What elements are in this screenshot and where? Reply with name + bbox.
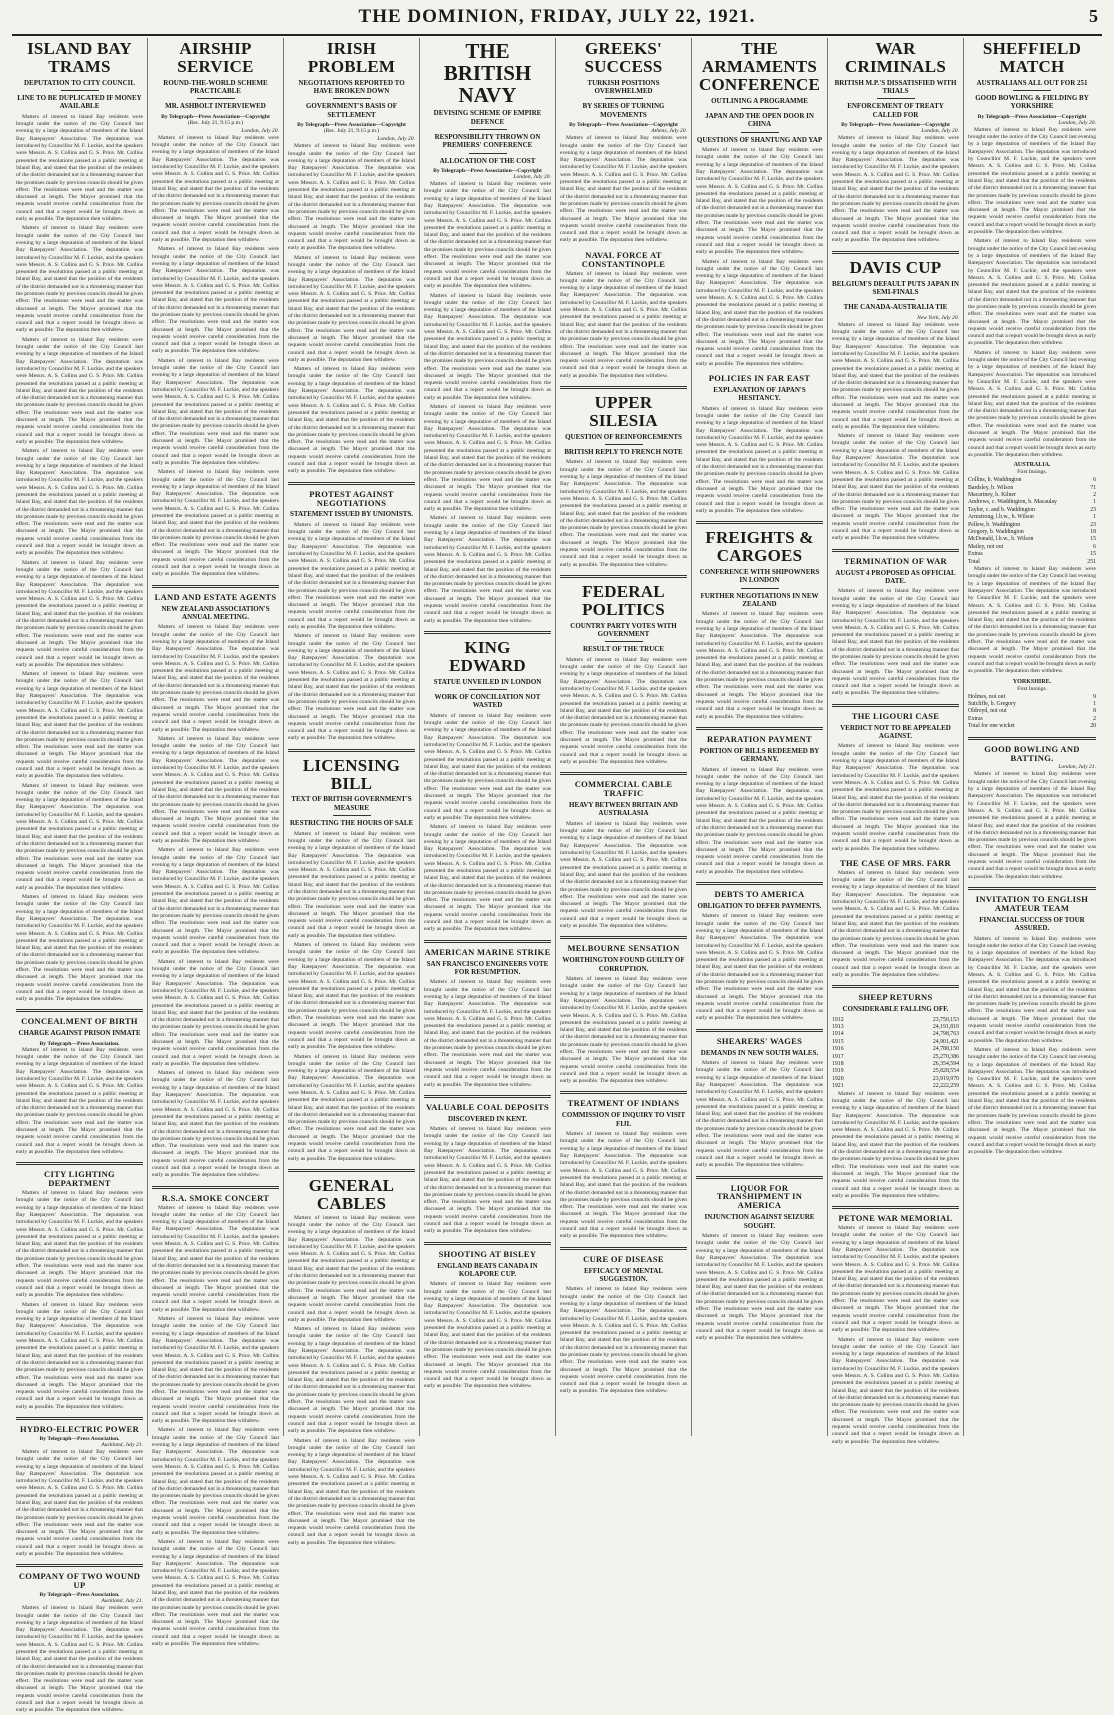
article-reparation-payment: REPARATION PAYMENT PORTION OF BILLS REDEEMED BY GERMANY. Matters of interest to Island Bay residents were brought under the notice of the City Council last evening by a large deputation of members of the Island Bay Ratepayers' Association. The deputation was introduced by Councillor M. F. Luckie, and the speakers were Messrs. A. S. Collins and G. S. Price. Mr. Collins presented the resolutions passed at a public meeting at Island Bay, and stated that the position of the residents of the district demanded not in a threatening manner that the promises made by previous councils should be given effect. The resolutions were read and the matter was discussed at length. The Mayor promised that the requests would receive careful consideration from the council and that a report would be brought down as early as possible. The deputation then withdrew. bbox=[696, 733, 823, 875]
article-termination-war: TERMINATION OF WAR AUGUST 4 PROPOSED AS OFFICIAL DATE. Matters of interest to Island Bay residents were brought under the notice of the City Council last evening by a large deputation of members of the Island Bay Ratepayers' Association. The deputation was introduced by Councillor M. F. Luckie, and the speakers were Messrs. A. S. Collins and G. S. Price. Mr. Collins presented the resolutions passed at a public meeting at Island Bay, and stated that the position of the residents of the district demanded not in a threatening manner that the promises made by previous councils should be given effect. The resolutions were read and the matter was discussed at length. The Mayor promised that the requests would receive careful consideration from the council and that a report would be brought down as early as possible. The deputation then withdrew. bbox=[832, 555, 959, 697]
subheading: BY SERIES OF TURNING MOVEMENTS bbox=[582, 102, 665, 119]
article-petone-memorial: PETONE WAR MEMORIAL Matters of interest to Island Bay residents were brought under the notice of the City Council last evening by a large deputation of members of the Island Bay Ratepayers' Association. The deputation was introduced by Councillor M. F. Luckie, and the speakers were Messrs. A. S. Collins and G. S. Price. Mr. Collins presented the resolutions passed at a public meeting at Island Bay, and stated that the position of the residents of the district demanded not in a threatening manner that the promises made by previous councils should be given effect. The resolutions were read and the matter was discussed at length. The Mayor promised that the requests would receive careful consideration from the council and that a report would be brought down as early as possible. The deputation then withdrew. Matters of interest to Island Bay residents were brought under the notice of the City Council last evening by a large deputation of members of the Island Bay Ratepayers' Association. The deputation was introduced by Councillor M. F. Luckie, and the speakers were Messrs. A. S. Collins and G. S. Price. Mr. Collins presented the resolutions passed at a public meeting at Island Bay, and stated that the position of the residents of the district demanded not in a threatening manner that the promises made by previous councils should be given effect. The resolutions were read and the matter was discussed at length. The Mayor promised that the requests would receive careful consideration from the council and that a report would be brought down as early as possible. The deputation then withdrew. bbox=[832, 1213, 959, 1445]
subheading: RESPONSIBILITY THROWN ON PREMIERS' CONFERENCE bbox=[434, 132, 541, 150]
column-5 bbox=[556, 38, 692, 1436]
article-rsa-smoke-concert: R.S.A. SMOKE CONCERT Matters of interest to Island Bay residents were brought under the notice of the City Council last evening by a large deputation of members of the Island Bay Ratepayers' Association. The deputation was introduced by Councillor M. F. Luckie, and the speakers were Messrs. A. S. Collins and G. S. Price. Mr. Collins presented the resolutions passed at a public meeting at Island Bay, and stated that the position of the residents of the district demanded not in a threatening manner that the promises made by previous councils should be given effect. The resolutions were read and the matter was discussed at length. The Mayor promised that the requests would receive careful consideration from the council and that a report would be brought down as early as possible. The deputation then withdrew. Matters of interest to Island Bay residents were brought under the notice of the City Council last evening by a large deputation of members of the Island Bay Ratepayers' Association. The deputation was introduced by Councillor M. F. Luckie, and the speakers were Messrs. A. S. Collins and G. S. Price. Mr. Collins presented the resolutions passed at a public meeting at Island Bay, and stated that the position of the residents of the district demanded not in a threatening manner that the promises made by previous councils should be given effect. The resolutions were read and the matter was discussed at length. The Mayor promised that the requests would receive careful consideration from the council and that a report would be brought down as early as possible. The deputation then withdrew. Matters of interest to Island Bay residents were brought under the notice of the City Council last evening by a large deputation of members of the Island Bay Ratepayers' Association. The deputation was introduced by Councillor M. F. Luckie, and the speakers were Messrs. A. S. Collins and G. S. Price. Mr. Collins presented the resolutions passed at a public meeting at Island Bay, and stated that the position of the residents of the district demanded not in a threatening manner that the promises made by previous councils should be given effect. The resolutions were read and the matter was discussed at length. The Mayor promised that the requests would receive careful consideration from the council and that a report would be brought down as early as possible. The deputation then withdrew. Matters of interest to Island Bay residents were brought under the notice of the City Council last evening by a large deputation of members of the Island Bay Ratepayers' Association. The deputation was introduced by Councillor M. F. Luckie, and the speakers were Messrs. A. S. Collins and G. S. Price. Mr. Collins presented the resolutions passed at a public meeting at Island Bay, and stated that the position of the residents of the district demanded not in a threatening manner that the promises made by previous councils should be given effect. The resolutions were read and the matter was discussed at length. The Mayor promised that the requests would receive careful consideration from the council and that a report would be brought down as early as possible. The deputation then withdrew. bbox=[152, 1192, 279, 1648]
subheading: CONFERENCE WITH SHIPOWNERS IN LONDON bbox=[699, 567, 820, 585]
headline: COMPANY OF TWO WOUND UP bbox=[18, 1571, 141, 1591]
subheading: ENFORCEMENT OF TREATY CALLED FOR bbox=[847, 102, 944, 119]
column-8 bbox=[964, 38, 1100, 1436]
table-row: 1919 25,828,554 bbox=[832, 1068, 959, 1075]
columns bbox=[12, 38, 1102, 1714]
table-row: Extras 15 bbox=[968, 551, 1096, 558]
headline: PROTEST AGAINST NEGOTIATIONS bbox=[309, 488, 394, 508]
column-7 bbox=[828, 38, 964, 1445]
headline: VALUABLE COAL DEPOSITS bbox=[425, 1101, 550, 1112]
subheading: CHARGE AGAINST PRISON INMATE bbox=[18, 1029, 141, 1038]
subheading: ALLOCATION OF THE COST bbox=[439, 156, 536, 165]
article-airship-service: AIRSHIP SERVICE ROUND-THE-WORLD SCHEME PRACTICABLE MR. ASHBOLT INTERVIEWED By Telegraph—Press Association—Copyright (Rec. July 21, 9.15 p.m.) London, July 20. Matters of interest to Island Bay residents were brought under the notice of the City Council last evening by a large deputation of members of the Island Bay Ratepayers' Association. The deputation was introduced by Councillor M. F. Luckie, and the speakers were Messrs. A. S. Collins and G. S. Price. Mr. Collins presented the resolutions passed at a public meeting at Island Bay, and stated that the position of the residents of the district demanded not in a threatening manner that the promises made by previous councils should be given effect. The resolutions were read and the matter was discussed at length. The Mayor promised that the requests would receive careful consideration from the council and that a report would be brought down as early as possible. The deputation then withdrew. Matters of interest to Island Bay residents were brought under the notice of the City Council last evening by a large deputation of members of the Island Bay Ratepayers' Association. The deputation was introduced by Councillor M. F. Luckie, and the speakers were Messrs. A. S. Collins and G. S. Price. Mr. Collins presented the resolutions passed at a public meeting at Island Bay, and stated that the position of the residents of the district demanded not in a threatening manner that the promises made by previous councils should be given effect. The resolutions were read and the matter was discussed at length. The Mayor promised that the requests would receive careful consideration from the council and that a report would be brought down as early as possible. The deputation then withdrew. Matters of interest to Island Bay residents were brought under the notice of the City Council last evening by a large deputation of members of the Island Bay Ratepayers' Association. The deputation was introduced by Councillor M. F. Luckie, and the speakers were Messrs. A. S. Collins and G. S. Price. Mr. Collins presented the resolutions passed at a public meeting at Island Bay, and stated that the position of the residents of the district demanded not in a threatening manner that the promises made by previous councils should be given effect. The resolutions were read and the matter was discussed at length. The Mayor promised that the requests would receive careful consideration from the council and that a report would be brought down as early as possible. The deputation then withdrew. Matters of interest to Island Bay residents were brought under the notice of the City Council last evening by a large deputation of members of the Island Bay Ratepayers' Association. The deputation was introduced by Councillor M. F. Luckie, and the speakers were Messrs. A. S. Collins and G. S. Price. Mr. Collins presented the resolutions passed at a public meeting at Island Bay, and stated that the position of the residents of the district demanded not in a threatening manner that the promises made by previous councils should be given effect. The resolutions were read and the matter was discussed at length. The Mayor promised that the requests would receive careful consideration from the council and that a report would be brought down as early as possible. The deputation then withdrew. bbox=[152, 39, 279, 578]
subheading: CONSIDERABLE FALLING OFF. bbox=[842, 1005, 949, 1014]
table-row: Pellew, b. Waddington 23 bbox=[968, 521, 1096, 528]
article-good-bowling: GOOD BOWLING AND BATTING. London, July 21. Matters of interest to Island Bay residents were brought under the notice of the City Council last evening by a large deputation of members of the Island Bay Ratepayers' Association. The deputation was introduced by Councillor M. F. Luckie, and the speakers were Messrs. A. S. Collins and G. S. Price. Mr. Collins presented the resolutions passed at a public meeting at Island Bay, and stated that the position of the residents of the district demanded not in a threatening manner that the promises made by previous councils should be given effect. The resolutions were read and the matter was discussed at length. The Mayor promised that the requests would receive careful consideration from the council and that a report would be brought down as early as possible. The deputation then withdrew. bbox=[968, 743, 1096, 880]
table-row: Sutcliffe, b. Gregory 1 bbox=[968, 700, 1096, 707]
subheading: HEAVY BETWEEN BRITAIN AND AUSTRALASIA bbox=[569, 801, 678, 818]
column-3 bbox=[284, 38, 420, 1546]
article-sheffield-match: SHEFFIELD MATCH AUSTRALIANS ALL OUT FOR 251 GOOD BOWLING & FIELDING BY YORKSHIRE By Telegraph—Press Association—Copyright London, July 20. Matters of interest to Island Bay residents were brought under the notice of the City Council last evening by a large deputation of members of the Island Bay Ratepayers' Association. The deputation was introduced by Councillor M. F. Luckie, and the speakers were Messrs. A. S. Collins and G. S. Price. Mr. Collins presented the resolutions passed at a public meeting at Island Bay, and stated that the position of the residents of the district demanded not in a threatening manner that the promises made by previous councils should be given effect. The resolutions were read and the matter was discussed at length. The Mayor promised that the requests would receive careful consideration from the council and that a report would be brought down as early as possible. The deputation then withdrew. Matters of interest to Island Bay residents were brought under the notice of the City Council last evening by a large deputation of members of the Island Bay Ratepayers' Association. The deputation was introduced by Councillor M. F. Luckie, and the speakers were Messrs. A. S. Collins and G. S. Price. Mr. Collins presented the resolutions passed at a public meeting at Island Bay, and stated that the position of the residents of the district demanded not in a threatening manner that the promises made by previous councils should be given effect. The resolutions were read and the matter was discussed at length. The Mayor promised that the requests would receive careful consideration from the council and that a report would be brought down as early as possible. The deputation then withdrew. Matters of interest to Island Bay residents were brought under the notice of the City Council last evening by a large deputation of members of the Island Bay Ratepayers' Association. The deputation was introduced by Councillor M. F. Luckie, and the speakers were Messrs. A. S. Collins and G. S. Price. Mr. Collins presented the resolutions passed at a public meeting at Island Bay, and stated that the position of the residents of the district demanded not in a threatening manner that the promises made by previous councils should be given effect. The resolutions were read and the matter was discussed at length. The Mayor promised that the requests would receive careful consideration from the council and that a report would be brought down as early as possible. The deputation then withdrew. AUSTRALIA. First Innings. Collins, b. Waddington 6 Bardsley, b. Wilson 71 Macartney, b. Kilner 2 Andrews, c. Waddington, b. Macaulay 1 Taylor, c. and b. Waddington 23 Armstrong, l.b.w., b. Wilson 1 Pellew, b. Waddington 23 Gregory, b. Waddington 18 McDonald, l.b.w., b. Wilson 15 Mailey, not out 6 Extras 15 Total 251 Matters of interest to Island Bay residents were brought under the notice of the City Council last evening by a large deputation of members of the Island Bay Ratepayers' Association. The deputation was introduced by Councillor M. F. Luckie, and the speakers were Messrs. A. S. Collins and G. S. Price. Mr. Collins presented the resolutions passed at a public meeting at Island Bay, and stated that the position of the residents of the district demanded not in a threatening manner that the promises made by previous councils should be given effect. The resolutions were read and the matter was discussed at length. The Mayor promised that the requests would receive careful consideration from the council and that a report would be brought down as early as possible. The deputation then withdrew. YORKSHIRE. First Innings. Holmes, not out 9 Sutcliffe, b. Gregory 1 Oldroyd, not out 8 Extras 2 Total for one wicket 20 bbox=[968, 39, 1096, 730]
subheading: ENGLAND BEATS CANADA IN KOLAPORE CUP. bbox=[437, 1261, 538, 1278]
subheading: LINE TO BE DUPLICATED IF MONEY AVAILABLE bbox=[17, 94, 142, 111]
headline: POLICIES IN FAR EAST bbox=[708, 373, 811, 383]
australia-scorecard bbox=[968, 477, 1096, 566]
article-armaments-conference: THE ARMAMENTS CONFERENCE OUTLINING A PROGRAMME JAPAN AND THE OPEN DOOR IN CHINA QUESTIONS OF SHANTUNG AND YAP Matters of interest to Island Bay residents were brought under the notice of the City Council last evening by a large deputation of members of the Island Bay Ratepayers' Association. The deputation was introduced by Councillor M. F. Luckie, and the speakers were Messrs. A. S. Collins and G. S. Price. Mr. Collins presented the resolutions passed at a public meeting at Island Bay, and stated that the position of the residents of the district demanded not in a threatening manner that the promises made by previous councils should be given effect. The resolutions were read and the matter was discussed at length. The Mayor promised that the requests would receive careful consideration from the council and that a report would be brought down as early as possible. The deputation then withdrew. Matters of interest to Island Bay residents were brought under the notice of the City Council last evening by a large deputation of members of the Island Bay Ratepayers' Association. The deputation was introduced by Councillor M. F. Luckie, and the speakers were Messrs. A. S. Collins and G. S. Price. Mr. Collins presented the resolutions passed at a public meeting at Island Bay, and stated that the position of the residents of the district demanded not in a threatening manner that the promises made by previous councils should be given effect. The resolutions were read and the matter was discussed at length. The Mayor promised that the requests would receive careful consideration from the council and that a report would be brought down as early as possible. The deputation then withdrew. bbox=[696, 39, 823, 367]
headline: WAR CRIMINALS bbox=[845, 39, 946, 76]
headline: TERMINATION OF WAR bbox=[843, 555, 947, 566]
headline: GOOD BOWLING AND BATTING. bbox=[984, 743, 1080, 763]
table-row: 1913 24,191,810 bbox=[832, 1024, 959, 1031]
article-licensing-bill: LICENSING BILL TEXT OF BRITISH GOVERNMENT'S MEASURE RESTRICTING THE HOURS OF SALE Matters of interest to Island Bay residents were brought under the notice of the City Council last evening by a large deputation of members of the Island Bay Ratepayers' Association. The deputation was introduced by Councillor M. F. Luckie, and the speakers were Messrs. A. S. Collins and G. S. Price. Mr. Collins presented the resolutions passed at a public meeting at Island Bay, and stated that the position of the residents of the district demanded not in a threatening manner that the promises made by previous councils should be given effect. The resolutions were read and the matter was discussed at length. The Mayor promised that the requests would receive careful consideration from the council and that a report would be brought down as early as possible. The deputation then withdrew. Matters of interest to Island Bay residents were brought under the notice of the City Council last evening by a large deputation of members of the Island Bay Ratepayers' Association. The deputation was introduced by Councillor M. F. Luckie, and the speakers were Messrs. A. S. Collins and G. S. Price. Mr. Collins presented the resolutions passed at a public meeting at Island Bay, and stated that the position of the residents of the district demanded not in a threatening manner that the promises made by previous councils should be given effect. The resolutions were read and the matter was discussed at length. The Mayor promised that the requests would receive careful consideration from the council and that a report would be brought down as early as possible. The deputation then withdrew. Matters of interest to Island Bay residents were brought under the notice of the City Council last evening by a large deputation of members of the Island Bay Ratepayers' Association. The deputation was introduced by Councillor M. F. Luckie, and the speakers were Messrs. A. S. Collins and G. S. Price. Mr. Collins presented the resolutions passed at a public meeting at Island Bay, and stated that the position of the residents of the district demanded not in a threatening manner that the promises made by previous councils should be given effect. The resolutions were read and the matter was discussed at length. The Mayor promised that the requests would receive careful consideration from the council and that a report would be brought down as early as possible. The deputation then withdrew. bbox=[288, 755, 415, 1162]
headline: UPPER SILESIA bbox=[589, 393, 658, 430]
table-row: 1920 23,919,970 bbox=[832, 1075, 959, 1082]
sheep-table bbox=[832, 1017, 959, 1091]
subheading: DEMANDS IN NEW SOUTH WALES. bbox=[700, 1048, 819, 1057]
headline: MELBOURNE SENSATION bbox=[567, 943, 680, 954]
table-row: 1915 24,901,421 bbox=[832, 1038, 959, 1045]
headline: ISLAND BAY TRAMS bbox=[27, 39, 132, 76]
table-row: Extras 2 bbox=[968, 715, 1096, 722]
subheading: BRITISH M.P.'S DISSATISFIED WITH TRIALS bbox=[834, 78, 957, 96]
headline: AIRSHIP SERVICE bbox=[177, 39, 254, 76]
subheading: RESTRICTING THE HOURS OF SALE bbox=[289, 819, 414, 828]
subheading: NEGOTIATIONS REPORTED TO HAVE BROKEN DOWN bbox=[298, 78, 405, 96]
headline: SHEARERS' WAGES bbox=[716, 1035, 803, 1046]
subheading: PORTION OF BILLS REDEEMED BY GERMANY. bbox=[699, 746, 820, 764]
headline: GENERAL CABLES bbox=[308, 1175, 395, 1213]
headline: FREIGHTS & CARGOES bbox=[705, 528, 814, 565]
article-general-cables: GENERAL CABLES Matters of interest to Island Bay residents were brought under the notice of the City Council last evening by a large deputation of members of the Island Bay Ratepayers' Association. The deputation was introduced by Councillor M. F. Luckie, and the speakers were Messrs. A. S. Collins and G. S. Price. Mr. Collins presented the resolutions passed at a public meeting at Island Bay, and stated that the position of the residents of the district demanded not in a threatening manner that the promises made by previous councils should be given effect. The resolutions were read and the matter was discussed at length. The Mayor promised that the requests would receive careful consideration from the council and that a report would be brought down as early as possible. The deputation then withdrew. Matters of interest to Island Bay residents were brought under the notice of the City Council last evening by a large deputation of members of the Island Bay Ratepayers' Association. The deputation was introduced by Councillor M. F. Luckie, and the speakers were Messrs. A. S. Collins and G. S. Price. Mr. Collins presented the resolutions passed at a public meeting at Island Bay, and stated that the position of the residents of the district demanded not in a threatening manner that the promises made by previous councils should be given effect. The resolutions were read and the matter was discussed at length. The Mayor promised that the requests would receive careful consideration from the council and that a report would be brought down as early as possible. The deputation then withdrew. Matters of interest to Island Bay residents were brought under the notice of the City Council last evening by a large deputation of members of the Island Bay Ratepayers' Association. The deputation was introduced by Councillor M. F. Luckie, and the speakers were Messrs. A. S. Collins and G. S. Price. Mr. Collins presented the resolutions passed at a public meeting at Island Bay, and stated that the position of the residents of the district demanded not in a threatening manner that the promises made by previous councils should be given effect. The resolutions were read and the matter was discussed at length. The Mayor promised that the requests would receive careful consideration from the council and that a report would be brought down as early as possible. The deputation then withdrew. bbox=[288, 1175, 415, 1546]
table-row: Mailey, not out 6 bbox=[968, 543, 1096, 550]
article-naval-force: NAVAL FORCE AT CONSTANTINOPLE Matters of interest to Island Bay residents were brought under the notice of the City Council last evening by a large deputation of members of the Island Bay Ratepayers' Association. The deputation was introduced by Councillor M. F. Luckie, and the speakers were Messrs. A. S. Collins and G. S. Price. Mr. Collins presented the resolutions passed at a public meeting at Island Bay, and stated that the position of the residents of the district demanded not in a threatening manner that the promises made by previous councils should be given effect. The resolutions were read and the matter was discussed at length. The Mayor promised that the requests would receive careful consideration from the council and that a report would be brought down as early as possible. The deputation then withdrew. bbox=[560, 249, 687, 379]
subheading: QUESTION OF REINFORCEMENTS bbox=[565, 432, 682, 441]
headline: KING EDWARD bbox=[449, 637, 526, 675]
headline: CONCEALMENT OF BIRTH bbox=[21, 1016, 138, 1027]
column-1 bbox=[12, 38, 148, 1714]
table-row: Holmes, not out 9 bbox=[968, 693, 1096, 700]
article-british-navy: THE BRITISH NAVY DEVISING SCHEME OF EMPIRE DEFENCE RESPONSIBILITY THROWN ON PREMIERS' CONFERENCE ALLOCATION OF THE COST By Telegraph—Press Association—Copyright London, July 20. Matters of interest to Island Bay residents were brought under the notice of the City Council last evening by a large deputation of members of the Island Bay Ratepayers' Association. The deputation was introduced by Councillor M. F. Luckie, and the speakers were Messrs. A. S. Collins and G. S. Price. Mr. Collins presented the resolutions passed at a public meeting at Island Bay, and stated that the position of the residents of the district demanded not in a threatening manner that the promises made by previous councils should be given effect. The resolutions were read and the matter was discussed at length. The Mayor promised that the requests would receive careful consideration from the council and that a report would be brought down as early as possible. The deputation then withdrew. Matters of interest to Island Bay residents were brought under the notice of the City Council last evening by a large deputation of members of the Island Bay Ratepayers' Association. The deputation was introduced by Councillor M. F. Luckie, and the speakers were Messrs. A. S. Collins and G. S. Price. Mr. Collins presented the resolutions passed at a public meeting at Island Bay, and stated that the position of the residents of the district demanded not in a threatening manner that the promises made by previous councils should be given effect. The resolutions were read and the matter was discussed at length. The Mayor promised that the requests would receive careful consideration from the council and that a report would be brought down as early as possible. The deputation then withdrew. Matters of interest to Island Bay residents were brought under the notice of the City Council last evening by a large deputation of members of the Island Bay Ratepayers' Association. The deputation was introduced by Councillor M. F. Luckie, and the speakers were Messrs. A. S. Collins and G. S. Price. Mr. Collins presented the resolutions passed at a public meeting at Island Bay, and stated that the position of the residents of the district demanded not in a threatening manner that the promises made by previous councils should be given effect. The resolutions were read and the matter was discussed at length. The Mayor promised that the requests would receive careful consideration from the council and that a report would be brought down as early as possible. The deputation then withdrew. Matters of interest to Island Bay residents were brought under the notice of the City Council last evening by a large deputation of members of the Island Bay Ratepayers' Association. The deputation was introduced by Councillor M. F. Luckie, and the speakers were Messrs. A. S. Collins and G. S. Price. Mr. Collins presented the resolutions passed at a public meeting at Island Bay, and stated that the position of the residents of the district demanded not in a threatening manner that the promises made by previous councils should be given effect. The resolutions were read and the matter was discussed at length. The Mayor promised that the requests would receive careful consideration from the council and that a report would be brought down as early as possible. The deputation then withdrew. bbox=[424, 39, 551, 624]
subheading: STATEMENT ISSUED BY UNIONISTS. bbox=[289, 510, 414, 519]
page-number: 5 bbox=[1089, 6, 1098, 26]
column-2 bbox=[148, 38, 284, 1648]
subheading: DEPUTATION TO CITY COUNCIL bbox=[23, 78, 136, 87]
subheading: AUSTRALIANS ALL OUT FOR 251 bbox=[976, 78, 1088, 87]
headline: THE ARMAMENTS CONFERENCE bbox=[698, 39, 820, 94]
table-row: Gregory, b. Waddington 18 bbox=[968, 529, 1096, 536]
subheading: ROUND-THE-WORLD SCHEME PRACTICABLE bbox=[163, 78, 268, 96]
headline: PETONE WAR MEMORIAL bbox=[838, 1213, 953, 1224]
subheading: AUGUST 4 PROPOSED AS OFFICIAL DATE. bbox=[835, 568, 956, 585]
subheading: MR. ASHBOLT INTERVIEWED bbox=[165, 102, 266, 111]
headline: AMERICAN MARINE STRIKE bbox=[424, 946, 551, 957]
column-6 bbox=[692, 38, 828, 1436]
article-greeks-success: GREEKS' SUCCESS TURKISH POSITIONS OVERWHELMED BY SERIES OF TURNING MOVEMENTS By Telegraph—Press Association—Copyright Athens, July 20. Matters of interest to Island Bay residents were brought under the notice of the City Council last evening by a large deputation of members of the Island Bay Ratepayers' Association. The deputation was introduced by Councillor M. F. Luckie, and the speakers were Messrs. A. S. Collins and G. S. Price. Mr. Collins presented the resolutions passed at a public meeting at Island Bay, and stated that the position of the residents of the district demanded not in a threatening manner that the promises made by previous councils should be given effect. The resolutions were read and the matter was discussed at length. The Mayor promised that the requests would receive careful consideration from the council and that a report would be brought down as early as possible. The deputation then withdrew. bbox=[560, 39, 687, 244]
headline: LIQUOR FOR TRANSHIPMENT IN AMERICA bbox=[716, 1182, 803, 1211]
article-concealment-of-birth: CONCEALMENT OF BIRTH CHARGE AGAINST PRISON INMATE By Telegraph—Press Association. Matters of interest to Island Bay residents were brought under the notice of the City Council last evening by a large deputation of members of the Island Bay Ratepayers' Association. The deputation was introduced by Councillor M. F. Luckie, and the speakers were Messrs. A. S. Collins and G. S. Price. Mr. Collins presented the resolutions passed at a public meeting at Island Bay, and stated that the position of the residents of the district demanded not in a threatening manner that the promises made by previous councils should be given effect. The resolutions were read and the matter was discussed at length. The Mayor promised that the requests would receive careful consideration from the council and that a report would be brought down as early as possible. The deputation then withdrew. bbox=[16, 1016, 143, 1155]
subheading: JAPAN AND THE OPEN DOOR IN CHINA bbox=[705, 111, 814, 129]
headline: FEDERAL POLITICS bbox=[582, 581, 665, 619]
article-commercial-cable: COMMERCIAL CABLE TRAFFIC HEAVY BETWEEN BRITAIN AND AUSTRALASIA Matters of interest to Island Bay residents were brought under the notice of the City Council last evening by a large deputation of members of the Island Bay Ratepayers' Association. The deputation was introduced by Councillor M. F. Luckie, and the speakers were Messrs. A. S. Collins and G. S. Price. Mr. Collins presented the resolutions passed at a public meeting at Island Bay, and stated that the position of the residents of the district demanded not in a threatening manner that the promises made by previous councils should be given effect. The resolutions were read and the matter was discussed at length. The Mayor promised that the requests would receive careful consideration from the council and that a report would be brought down as early as possible. The deputation then withdrew. bbox=[560, 779, 687, 930]
table-row: Andrews, c. Waddington, b. Macaulay 1 bbox=[968, 499, 1096, 506]
subheading: THE CANADA-AUSTRALIA TIE bbox=[843, 303, 948, 312]
subheading: BRITISH REPLY TO FRENCH NOTE bbox=[564, 448, 683, 457]
headline: IRISH PROBLEM bbox=[307, 39, 396, 76]
headline: GREEKS' SUCCESS bbox=[584, 39, 663, 76]
article-hydro-electric: HYDRO-ELECTRIC POWER By Telegraph—Press Association. Auckland, July 21. Matters of interest to Island Bay residents were brought under the notice of the City Council last evening by a large deputation of members of the Island Bay Ratepayers' Association. The deputation was introduced by Councillor M. F. Luckie, and the speakers were Messrs. A. S. Collins and G. S. Price. Mr. Collins presented the resolutions passed at a public meeting at Island Bay, and stated that the position of the residents of the district demanded not in a threatening manner that the promises made by previous councils should be given effect. The resolutions were read and the matter was discussed at length. The Mayor promised that the requests would receive careful consideration from the council and that a report would be brought down as early as possible. The deputation then withdrew. bbox=[16, 1424, 143, 1558]
subheading: STATUE UNVEILED IN LONDON bbox=[433, 677, 542, 686]
masthead-title: THE DOMINION, FRIDAY, JULY 22, 1921. bbox=[358, 6, 756, 27]
article-marine-strike: AMERICAN MARINE STRIKE SAN FRANCISCO ENGINEERS VOTE FOR RESUMPTION. Matters of interest to Island Bay residents were brought under the notice of the City Council last evening by a large deputation of members of the Island Bay Ratepayers' Association. The deputation was introduced by Councillor M. F. Luckie, and the speakers were Messrs. A. S. Collins and G. S. Price. Mr. Collins presented the resolutions passed at a public meeting at Island Bay, and stated that the position of the residents of the district demanded not in a threatening manner that the promises made by previous councils should be given effect. The resolutions were read and the matter was discussed at length. The Mayor promised that the requests would receive careful consideration from the council and that a report would be brought down as early as possible. The deputation then withdrew. bbox=[424, 946, 551, 1088]
yorkshire-scorecard bbox=[968, 694, 1096, 731]
article-davis-cup: DAVIS CUP BELGIUM'S DEFAULT PUTS JAPAN IN SEMI-FINALS THE CANADA-AUSTRALIA TIE New York, July 20. Matters of interest to Island Bay residents were brought under the notice of the City Council last evening by a large deputation of members of the Island Bay Ratepayers' Association. The deputation was introduced by Councillor M. F. Luckie, and the speakers were Messrs. A. S. Collins and G. S. Price. Mr. Collins presented the resolutions passed at a public meeting at Island Bay, and stated that the position of the residents of the district demanded not in a threatening manner that the promises made by previous councils should be given effect. The resolutions were read and the matter was discussed at length. The Mayor promised that the requests would receive careful consideration from the council and that a report would be brought down as early as possible. The deputation then withdrew. Matters of interest to Island Bay residents were brought under the notice of the City Council last evening by a large deputation of members of the Island Bay Ratepayers' Association. The deputation was introduced by Councillor M. F. Luckie, and the speakers were Messrs. A. S. Collins and G. S. Price. Mr. Collins presented the resolutions passed at a public meeting at Island Bay, and stated that the position of the residents of the district demanded not in a threatening manner that the promises made by previous councils should be given effect. The resolutions were read and the matter was discussed at length. The Mayor promised that the requests would receive careful consideration from the council and that a report would be brought down as early as possible. The deputation then withdrew. bbox=[832, 257, 959, 542]
headline: CITY LIGHTING DEPARTMENT bbox=[44, 1169, 115, 1189]
article-island-bay-trams bbox=[16, 40, 143, 1003]
table-row: Total for one wicket 20 bbox=[968, 723, 1096, 730]
subheading: SAN FRANCISCO ENGINEERS VOTE FOR RESUMPTION. bbox=[426, 959, 549, 976]
subheading: GOVERNMENT'S BASIS OF SETTLEMENT bbox=[305, 102, 398, 119]
headline: THE BRITISH NAVY bbox=[443, 39, 532, 108]
headline: R.S.A. SMOKE CONCERT bbox=[161, 1192, 270, 1203]
article-company-wound-up: COMPANY OF TWO WOUND UP By Telegraph—Press Association. Auckland, July 21. Matters of interest to Island Bay residents were brought under the notice of the City Council last evening by a large deputation of members of the Island Bay Ratepayers' Association. The deputation was introduced by Councillor M. F. Luckie, and the speakers were Messrs. A. S. Collins and G. S. Price. Mr. Collins presented the resolutions passed at a public meeting at Island Bay, and stated that the position of the residents of the district demanded not in a threatening manner that the promises made by previous councils should be given effect. The resolutions were read and the matter was discussed at length. The Mayor promised that the requests would receive careful consideration from the council and that a report would be brought down as early as possible. The deputation then withdrew. bbox=[16, 1571, 143, 1714]
article-protest-negotiations: PROTEST AGAINST NEGOTIATIONS STATEMENT ISSUED BY UNIONISTS. Matters of interest to Island Bay residents were brought under the notice of the City Council last evening by a large deputation of members of the Island Bay Ratepayers' Association. The deputation was introduced by Councillor M. F. Luckie, and the speakers were Messrs. A. S. Collins and G. S. Price. Mr. Collins presented the resolutions passed at a public meeting at Island Bay, and stated that the position of the residents of the district demanded not in a threatening manner that the promises made by previous councils should be given effect. The resolutions were read and the matter was discussed at length. The Mayor promised that the requests would receive careful consideration from the council and that a report would be brought down as early as possible. The deputation then withdrew. Matters of interest to Island Bay residents were brought under the notice of the City Council last evening by a large deputation of members of the Island Bay Ratepayers' Association. The deputation was introduced by Councillor M. F. Luckie, and the speakers were Messrs. A. S. Collins and G. S. Price. Mr. Collins presented the resolutions passed at a public meeting at Island Bay, and stated that the position of the residents of the district demanded not in a threatening manner that the promises made by previous councils should be given effect. The resolutions were read and the matter was discussed at length. The Mayor promised that the requests would receive careful consideration from the council and that a report would be brought down as early as possible. The deputation then withdrew. bbox=[288, 488, 415, 742]
headline: COMMERCIAL CABLE TRAFFIC bbox=[574, 779, 673, 799]
table-row: Bardsley, b. Wilson 71 bbox=[968, 484, 1096, 491]
headline: THE LIGOURI CASE bbox=[851, 710, 940, 721]
headline: INVITATION TO ENGLISH AMATEUR TEAM bbox=[975, 893, 1089, 913]
article-mrs-farr: THE CASE OF MRS. FARR Matters of interest to Island Bay residents were brought under the notice of the City Council last evening by a large deputation of members of the Island Bay Ratepayers' Association. The deputation was introduced by Councillor M. F. Luckie, and the speakers were Messrs. A. S. Collins and G. S. Price. Mr. Collins presented the resolutions passed at a public meeting at Island Bay, and stated that the position of the residents of the district demanded not in a threatening manner that the promises made by previous councils should be given effect. The resolutions were read and the matter was discussed at length. The Mayor promised that the requests would receive careful consideration from the council and that a report would be brought down as early as possible. The deputation then withdrew. bbox=[832, 857, 959, 979]
headline: DEBTS TO AMERICA bbox=[714, 889, 805, 900]
table-row: Armstrong, l.b.w., b. Wilson 1 bbox=[968, 514, 1096, 521]
subheading: TEXT OF BRITISH GOVERNMENT'S MEASURE bbox=[291, 795, 412, 812]
subheading: FURTHER NEGOTIATIONS IN NEW ZEALAND bbox=[700, 591, 819, 609]
table-row: Taylor, c. and b. Waddington 23 bbox=[968, 506, 1096, 513]
table-row: 1912 23,750,153 bbox=[832, 1016, 959, 1023]
article-irish-problem: IRISH PROBLEM NEGOTIATIONS REPORTED TO HAVE BROKEN DOWN GOVERNMENT'S BASIS OF SETTLEMENT By Telegraph—Press Association—Copyright (Rec. July 21, 9.15 p.m.) London, July 20. Matters of interest to Island Bay residents were brought under the notice of the City Council last evening by a large deputation of members of the Island Bay Ratepayers' Association. The deputation was introduced by Councillor M. F. Luckie, and the speakers were Messrs. A. S. Collins and G. S. Price. Mr. Collins presented the resolutions passed at a public meeting at Island Bay, and stated that the position of the residents of the district demanded not in a threatening manner that the promises made by previous councils should be given effect. The resolutions were read and the matter was discussed at length. The Mayor promised that the requests would receive careful consideration from the council and that a report would be brought down as early as possible. The deputation then withdrew. Matters of interest to Island Bay residents were brought under the notice of the City Council last evening by a large deputation of members of the Island Bay Ratepayers' Association. The deputation was introduced by Councillor M. F. Luckie, and the speakers were Messrs. A. S. Collins and G. S. Price. Mr. Collins presented the resolutions passed at a public meeting at Island Bay, and stated that the position of the residents of the district demanded not in a threatening manner that the promises made by previous councils should be given effect. The resolutions were read and the matter was discussed at length. The Mayor promised that the requests would receive careful consideration from the council and that a report would be brought down as early as possible. The deputation then withdrew. Matters of interest to Island Bay residents were brought under the notice of the City Council last evening by a large deputation of members of the Island Bay Ratepayers' Association. The deputation was introduced by Councillor M. F. Luckie, and the speakers were Messrs. A. S. Collins and G. S. Price. Mr. Collins presented the resolutions passed at a public meeting at Island Bay, and stated that the position of the residents of the district demanded not in a threatening manner that the promises made by previous councils should be given effect. The resolutions were read and the matter was discussed at length. The Mayor promised that the requests would receive careful consideration from the council and that a report would be brought down as early as possible. The deputation then withdrew. bbox=[288, 39, 415, 475]
headline: NAVAL FORCE AT CONSTANTINOPLE bbox=[581, 249, 666, 269]
article-federal-politics: FEDERAL POLITICS COUNTRY PARTY VOTES WITH GOVERNMENT RESULT OF THE TRUCE Matters of interest to Island Bay residents were brought under the notice of the City Council last evening by a large deputation of members of the Island Bay Ratepayers' Association. The deputation was introduced by Councillor M. F. Luckie, and the speakers were Messrs. A. S. Collins and G. S. Price. Mr. Collins presented the resolutions passed at a public meeting at Island Bay, and stated that the position of the residents of the district demanded not in a threatening manner that the promises made by previous councils should be given effect. The resolutions were read and the matter was discussed at length. The Mayor promised that the requests would receive careful consideration from the council and that a report would be brought down as early as possible. The deputation then withdrew. bbox=[560, 581, 687, 765]
article-shearers-wages: SHEARERS' WAGES DEMANDS IN NEW SOUTH WALES. Matters of interest to Island Bay residents were brought under the notice of the City Council last evening by a large deputation of members of the Island Bay Ratepayers' Association. The deputation was introduced by Councillor M. F. Luckie, and the speakers were Messrs. A. S. Collins and G. S. Price. Mr. Collins presented the resolutions passed at a public meeting at Island Bay, and stated that the position of the residents of the district demanded not in a threatening manner that the promises made by previous councils should be given effect. The resolutions were read and the matter was discussed at length. The Mayor promised that the requests would receive careful consideration from the council and that a report would be brought down as early as possible. The deputation then withdrew. bbox=[696, 1035, 823, 1169]
table-row: Macartney, b. Kilner 2 bbox=[968, 492, 1096, 499]
subheading: COUNTRY PARTY VOTES WITH GOVERNMENT bbox=[570, 621, 677, 638]
table-row: Collins, b. Waddington 6 bbox=[968, 477, 1096, 484]
headline: SHEFFIELD MATCH bbox=[982, 39, 1082, 76]
headline: HYDRO-ELECTRIC POWER bbox=[19, 1424, 140, 1434]
table-row: Oldroyd, not out 8 bbox=[968, 708, 1096, 715]
column-4 bbox=[420, 38, 556, 1436]
subheading: FINANCIAL SUCCESS OF TOUR ASSURED. bbox=[979, 915, 1085, 933]
article-sheep-returns: SHEEP RETURNS CONSIDERABLE FALLING OFF. 1912 23,750,153 1913 24,191,810 1914 24,798,763 1915 24,901,421 1916 24,788,150 1917 25,270,386 1918 26,354,594 1919 25,828,554 1920 23,919,970 1921 22,222,259 Matters of interest to Island Bay residents were brought under the notice of the City Council last evening by a large deputation of members of the Island Bay Ratepayers' Association. The deputation was introduced by Councillor M. F. Luckie, and the speakers were Messrs. A. S. Collins and G. S. Price. Mr. Collins presented the resolutions passed at a public meeting at Island Bay, and stated that the position of the residents of the district demanded not in a threatening manner that the promises made by previous councils should be given effect. The resolutions were read and the matter was discussed at length. The Mayor promised that the requests would receive careful consideration from the council and that a report would be brought down as early as possible. The deputation then withdrew. bbox=[832, 992, 959, 1199]
headline: SHOOTING AT BISLEY bbox=[438, 1248, 537, 1259]
article-land-estate-agents: LAND AND ESTATE AGENTS NEW ZEALAND ASSOCIATION'S ANNUAL MEETING. Matters of interest to Island Bay residents were brought under the notice of the City Council last evening by a large deputation of members of the Island Bay Ratepayers' Association. The deputation was introduced by Councillor M. F. Luckie, and the speakers were Messrs. A. S. Collins and G. S. Price. Mr. Collins presented the resolutions passed at a public meeting at Island Bay, and stated that the position of the residents of the district demanded not in a threatening manner that the promises made by previous councils should be given effect. The resolutions were read and the matter was discussed at length. The Mayor promised that the requests would receive careful consideration from the council and that a report would be brought down as early as possible. The deputation then withdrew. Matters of interest to Island Bay residents were brought under the notice of the City Council last evening by a large deputation of members of the Island Bay Ratepayers' Association. The deputation was introduced by Councillor M. F. Luckie, and the speakers were Messrs. A. S. Collins and G. S. Price. Mr. Collins presented the resolutions passed at a public meeting at Island Bay, and stated that the position of the residents of the district demanded not in a threatening manner that the promises made by previous councils should be given effect. The resolutions were read and the matter was discussed at length. The Mayor promised that the requests would receive careful consideration from the council and that a report would be brought down as early as possible. The deputation then withdrew. Matters of interest to Island Bay residents were brought under the notice of the City Council last evening by a large deputation of members of the Island Bay Ratepayers' Association. The deputation was introduced by Councillor M. F. Luckie, and the speakers were Messrs. A. S. Collins and G. S. Price. Mr. Collins presented the resolutions passed at a public meeting at Island Bay, and stated that the position of the residents of the district demanded not in a threatening manner that the promises made by previous councils should be given effect. The resolutions were read and the matter was discussed at length. The Mayor promised that the requests would receive careful consideration from the council and that a report would be brought down as early as possible. The deputation then withdrew. Matters of interest to Island Bay residents were brought under the notice of the City Council last evening by a large deputation of members of the Island Bay Ratepayers' Association. The deputation was introduced by Councillor M. F. Luckie, and the speakers were Messrs. A. S. Collins and G. S. Price. Mr. Collins presented the resolutions passed at a public meeting at Island Bay, and stated that the position of the residents of the district demanded not in a threatening manner that the promises made by previous councils should be given effect. The resolutions were read and the matter was discussed at length. The Mayor promised that the requests would receive careful consideration from the council and that a report would be brought down as early as possible. The deputation then withdrew. Matters of interest to Island Bay residents were brought under the notice of the City Council last evening by a large deputation of members of the Island Bay Ratepayers' Association. The deputation was introduced by Councillor M. F. Luckie, and the speakers were Messrs. A. S. Collins and G. S. Price. Mr. Collins presented the resolutions passed at a public meeting at Island Bay, and stated that the position of the residents of the district demanded not in a threatening manner that the promises made by previous councils should be given effect. The resolutions were read and the matter was discussed at length. The Mayor promised that the requests would receive careful consideration from the council and that a report would be brought down as early as possible. The deputation then withdrew. bbox=[152, 591, 279, 1179]
headline: LAND AND ESTATE AGENTS bbox=[154, 591, 277, 602]
subheading: OUTLINING A PROGRAMME bbox=[711, 96, 808, 105]
article-war-criminals: WAR CRIMINALS BRITISH M.P.'S DISSATISFIED WITH TRIALS ENFORCEMENT OF TREATY CALLED FOR By Telegraph—Press Association—Copyright London, July 20. Matters of interest to Island Bay residents were brought under the notice of the City Council last evening by a large deputation of members of the Island Bay Ratepayers' Association. The deputation was introduced by Councillor M. F. Luckie, and the speakers were Messrs. A. S. Collins and G. S. Price. Mr. Collins presented the resolutions passed at a public meeting at Island Bay, and stated that the position of the residents of the district demanded not in a threatening manner that the promises made by previous councils should be given effect. The resolutions were read and the matter was discussed at length. The Mayor promised that the requests would receive careful consideration from the council and that a report would be brought down as early as possible. The deputation then withdrew. bbox=[832, 39, 959, 244]
article-debts-america: DEBTS TO AMERICA OBLIGATION TO DEFER PAYMENTS. Matters of interest to Island Bay residents were brought under the notice of the City Council last evening by a large deputation of members of the Island Bay Ratepayers' Association. The deputation was introduced by Councillor M. F. Luckie, and the speakers were Messrs. A. S. Collins and G. S. Price. Mr. Collins presented the resolutions passed at a public meeting at Island Bay, and stated that the position of the residents of the district demanded not in a threatening manner that the promises made by previous councils should be given effect. The resolutions were read and the matter was discussed at length. The Mayor promised that the requests would receive careful consideration from the council and that a report would be brought down as early as possible. The deputation then withdrew. bbox=[696, 889, 823, 1022]
table-row: 1918 26,354,594 bbox=[832, 1061, 959, 1068]
article-far-east: POLICIES IN FAR EAST EXPLANATION OF JAPAN'S HESITANCY. Matters of interest to Island Bay residents were brought under the notice of the City Council last evening by a large deputation of members of the Island Bay Ratepayers' Association. The deputation was introduced by Councillor M. F. Luckie, and the speakers were Messrs. A. S. Collins and G. S. Price. Mr. Collins presented the resolutions passed at a public meeting at Island Bay, and stated that the position of the residents of the district demanded not in a threatening manner that the promises made by previous councils should be given effect. The resolutions were read and the matter was discussed at length. The Mayor promised that the requests would receive careful consideration from the council and that a report would be brought down as early as possible. The deputation then withdrew. bbox=[696, 373, 823, 514]
subheading: OBLIGATION TO DEFER PAYMENTS. bbox=[697, 901, 822, 910]
headline: TREATMENT OF INDIANS bbox=[567, 1098, 680, 1109]
article-king-edward: KING EDWARD STATUE UNVEILED IN LONDON WORK OF CONCILIATION NOT WASTED Matters of interest to Island Bay residents were brought under the notice of the City Council last evening by a large deputation of members of the Island Bay Ratepayers' Association. The deputation was introduced by Councillor M. F. Luckie, and the speakers were Messrs. A. S. Collins and G. S. Price. Mr. Collins presented the resolutions passed at a public meeting at Island Bay, and stated that the position of the residents of the district demanded not in a threatening manner that the promises made by previous councils should be given effect. The resolutions were read and the matter was discussed at length. The Mayor promised that the requests would receive careful consideration from the council and that a report would be brought down as early as possible. The deputation then withdrew. Matters of interest to Island Bay residents were brought under the notice of the City Council last evening by a large deputation of members of the Island Bay Ratepayers' Association. The deputation was introduced by Councillor M. F. Luckie, and the speakers were Messrs. A. S. Collins and G. S. Price. Mr. Collins presented the resolutions passed at a public meeting at Island Bay, and stated that the position of the residents of the district demanded not in a threatening manner that the promises made by previous councils should be given effect. The resolutions were read and the matter was discussed at length. The Mayor promised that the requests would receive careful consideration from the council and that a report would be brought down as early as possible. The deputation then withdrew. bbox=[424, 637, 551, 933]
headline: SHEEP RETURNS bbox=[858, 992, 933, 1003]
subheading: DISCOVERED IN KENT. bbox=[447, 1114, 528, 1123]
table-row: 1921 22,222,259 bbox=[832, 1083, 959, 1090]
subheading: BELGIUM'S DEFAULT PUTS JAPAN IN SEMI-FINALS bbox=[832, 279, 959, 296]
table-row: 1917 25,270,386 bbox=[832, 1053, 959, 1060]
headline: LICENSING BILL bbox=[302, 755, 401, 793]
headline: REPARATION PAYMENT bbox=[707, 733, 812, 744]
headline: DAVIS CUP bbox=[849, 257, 942, 277]
subheading: VERDICT NOT TO BE APPEALED AGAINST. bbox=[840, 723, 951, 741]
subheading: NEW ZEALAND ASSOCIATION'S ANNUAL MEETING. bbox=[161, 604, 270, 621]
table-row: Total 251 bbox=[968, 558, 1096, 565]
headline: THE CASE OF MRS. FARR bbox=[840, 857, 951, 868]
article-city-lighting: CITY LIGHTING DEPARTMENT Matters of interest to Island Bay residents were brought under the notice of the City Council last evening by a large deputation of members of the Island Bay Ratepayers' Association. The deputation was introduced by Councillor M. F. Luckie, and the speakers were Messrs. A. S. Collins and G. S. Price. Mr. Collins presented the resolutions passed at a public meeting at Island Bay, and stated that the position of the residents of the district demanded not in a threatening manner that the promises made by previous councils should be given effect. The resolutions were read and the matter was discussed at length. The Mayor promised that the requests would receive careful consideration from the council and that a report would be brought down as early as possible. The deputation then withdrew. Matters of interest to Island Bay residents were brought under the notice of the City Council last evening by a large deputation of members of the Island Bay Ratepayers' Association. The deputation was introduced by Councillor M. F. Luckie, and the speakers were Messrs. A. S. Collins and G. S. Price. Mr. Collins presented the resolutions passed at a public meeting at Island Bay, and stated that the position of the residents of the district demanded not in a threatening manner that the promises made by previous councils should be given effect. The resolutions were read and the matter was discussed at length. The Mayor promised that the requests would receive careful consideration from the council and that a report would be brought down as early as possible. The deputation then withdrew. bbox=[16, 1169, 143, 1410]
table-row: 1914 24,798,763 bbox=[832, 1031, 959, 1038]
subheading: RESULT OF THE TRUCE bbox=[583, 645, 664, 654]
article-liquor-transhipment: LIQUOR FOR TRANSHIPMENT IN AMERICA INJUNCTION AGAINST SEIZURE SOUGHT. Matters of interest to Island Bay residents were brought under the notice of the City Council last evening by a large deputation of members of the Island Bay Ratepayers' Association. The deputation was introduced by Councillor M. F. Luckie, and the speakers were Messrs. A. S. Collins and G. S. Price. Mr. Collins presented the resolutions passed at a public meeting at Island Bay, and stated that the position of the residents of the district demanded not in a threatening manner that the promises made by previous councils should be given effect. The resolutions were read and the matter was discussed at length. The Mayor promised that the requests would receive careful consideration from the council and that a report would be brought down as early as possible. The deputation then withdrew. bbox=[696, 1182, 823, 1342]
subheading: INJUNCTION AGAINST SEIZURE SOUGHT. bbox=[704, 1213, 815, 1230]
subheading: EXPLANATION OF JAPAN'S HESITANCY. bbox=[713, 385, 806, 403]
article-invitation-amateur: INVITATION TO ENGLISH AMATEUR TEAM FINANCIAL SUCCESS OF TOUR ASSURED. Matters of interest to Island Bay residents were brought under the notice of the City Council last evening by a large deputation of members of the Island Bay Ratepayers' Association. The deputation was introduced by Councillor M. F. Luckie, and the speakers were Messrs. A. S. Collins and G. S. Price. Mr. Collins presented the resolutions passed at a public meeting at Island Bay, and stated that the position of the residents of the district demanded not in a threatening manner that the promises made by previous councils should be given effect. The resolutions were read and the matter was discussed at length. The Mayor promised that the requests would receive careful consideration from the council and that a report would be brought down as early as possible. The deputation then withdrew. Matters of interest to Island Bay residents were brought under the notice of the City Council last evening by a large deputation of members of the Island Bay Ratepayers' Association. The deputation was introduced by Councillor M. F. Luckie, and the speakers were Messrs. A. S. Collins and G. S. Price. Mr. Collins presented the resolutions passed at a public meeting at Island Bay, and stated that the position of the residents of the district demanded not in a threatening manner that the promises made by previous councils should be given effect. The resolutions were read and the matter was discussed at length. The Mayor promised that the requests would receive careful consideration from the council and that a report would be brought down as early as possible. The deputation then withdrew. bbox=[968, 893, 1096, 1156]
article-coal-deposits: VALUABLE COAL DEPOSITS DISCOVERED IN KENT. Matters of interest to Island Bay residents were brought under the notice of the City Council last evening by a large deputation of members of the Island Bay Ratepayers' Association. The deputation was introduced by Councillor M. F. Luckie, and the speakers were Messrs. A. S. Collins and G. S. Price. Mr. Collins presented the resolutions passed at a public meeting at Island Bay, and stated that the position of the residents of the district demanded not in a threatening manner that the promises made by previous councils should be given effect. The resolutions were read and the matter was discussed at length. The Mayor promised that the requests would receive careful consideration from the council and that a report would be brought down as early as possible. The deputation then withdrew. bbox=[424, 1101, 551, 1235]
subheading: GOOD BOWLING & FIELDING BY YORKSHIRE bbox=[975, 94, 1089, 111]
article-treatment-indians: TREATMENT OF INDIANS COMMISSION OF INQUIRY TO VISIT FIJI. Matters of interest to Island Bay residents were brought under the notice of the City Council last evening by a large deputation of members of the Island Bay Ratepayers' Association. The deputation was introduced by Councillor M. F. Luckie, and the speakers were Messrs. A. S. Collins and G. S. Price. Mr. Collins presented the resolutions passed at a public meeting at Island Bay, and stated that the position of the residents of the district demanded not in a threatening manner that the promises made by previous councils should be given effect. The resolutions were read and the matter was discussed at length. The Mayor promised that the requests would receive careful consideration from the council and that a report would be brought down as early as possible. The deputation then withdrew. bbox=[560, 1098, 687, 1240]
masthead bbox=[12, 4, 1102, 36]
article-freights-cargoes: FREIGHTS & CARGOES CONFERENCE WITH SHIPOWNERS IN LONDON FURTHER NEGOTIATIONS IN NEW ZEALAND Matters of interest to Island Bay residents were brought under the notice of the City Council last evening by a large deputation of members of the Island Bay Ratepayers' Association. The deputation was introduced by Councillor M. F. Luckie, and the speakers were Messrs. A. S. Collins and G. S. Price. Mr. Collins presented the resolutions passed at a public meeting at Island Bay, and stated that the position of the residents of the district demanded not in a threatening manner that the promises made by previous councils should be given effect. The resolutions were read and the matter was discussed at length. The Mayor promised that the requests would receive careful consideration from the council and that a report would be brought down as early as possible. The deputation then withdrew. bbox=[696, 528, 823, 720]
article-body: Matters of interest to Island Bay residents were brought under the notice of the City Council last evening by a large deputation of members of the Island Bay Ratepayers' Association. The deputation was introduced by Councillor M. F. Luckie, and the speakers were Messrs. A. S. Collins and G. S. Price. Mr. Collins presented the resolutions passed at a public meeting at Island Bay, and stated that the position of the residents of the district demanded not in a threatening manner that the promises made by previous councils should be given effect. The resolutions were read and the matter was discussed at length. The Mayor promised that the requests would receive careful consideration from the council and that a report would be brought down as early as possible. The deputation then withdrew. Matters of interest to Island Bay residents were brought under the notice of the City Council last evening by a large deputation of members of the Island Bay Ratepayers' Association. The deputation was introduced by Councillor M. F. Luckie, and the speakers were Messrs. A. S. Collins and G. S. Price. Mr. Collins presented the resolutions passed at a public meeting at Island Bay, and stated that the position of the residents of the district demanded not in a threatening manner that the promises made by previous councils should be given effect. The resolutions were read and the matter was discussed at length. The Mayor promised that the requests would receive careful consideration from the council and that a report would be brought down as early as possible. The deputation then withdrew. Matters of interest to Island Bay residents were brought under the notice of the City Council last evening by a large deputation of members of the Island Bay Ratepayers' Association. The deputation was introduced by Councillor M. F. Luckie, and the speakers were Messrs. A. S. Collins and G. S. Price. Mr. Collins presented the resolutions passed at a public meeting at Island Bay, and stated that the position of the residents of the district demanded not in a threatening manner that the promises made by previous councils should be given effect. The resolutions were read and the matter was discussed at length. The Mayor promised that the requests would receive careful consideration from the council and that a report would be brought down as early as possible. The deputation then withdrew. Matters of interest to Island Bay residents were brought under the notice of the City Council last evening by a large deputation of members of the Island Bay Ratepayers' Association. The deputation was introduced by Councillor M. F. Luckie, and the speakers were Messrs. A. S. Collins and G. S. Price. Mr. Collins presented the resolutions passed at a public meeting at Island Bay, and stated that the position of the residents of the district demanded not in a threatening manner that the promises made by previous councils should be given effect. The resolutions were read and the matter was discussed at length. The Mayor promised that the requests would receive careful consideration from the council and that a report would be brought down as early as possible. The deputation then withdrew. Matters of interest to Island Bay residents were brought under the notice of the City Council last evening by a large deputation of members of the Island Bay Ratepayers' Association. The deputation was introduced by Councillor M. F. Luckie, and the speakers were Messrs. A. S. Collins and G. S. Price. Mr. Collins presented the resolutions passed at a public meeting at Island Bay, and stated that the position of the residents of the district demanded not in a threatening manner that the promises made by previous councils should be given effect. The resolutions were read and the matter was discussed at length. The Mayor promised that the requests would receive careful consideration from the council and that a report would be brought down as early as possible. The deputation then withdrew. Matters of interest to Island Bay residents were brought under the notice of the City Council last evening by a large deputation of members of the Island Bay Ratepayers' Association. The deputation was introduced by Councillor M. F. Luckie, and the speakers were Messrs. A. S. Collins and G. S. Price. Mr. Collins presented the resolutions passed at a public meeting at Island Bay, and stated that the position of the residents of the district demanded not in a threatening manner that the promises made by previous councils should be given effect. The resolutions were read and the matter was discussed at length. The Mayor promised that the requests would receive careful consideration from the council and that a report would be brought down as early as possible. The deputation then withdrew. Matters of interest to Island Bay residents were brought under the notice of the City Council last evening by a large deputation of members of the Island Bay Ratepayers' Association. The deputation was introduced by Councillor M. F. Luckie, and the speakers were Messrs. A. S. Collins and G. S. Price. Mr. Collins presented the resolutions passed at a public meeting at Island Bay, and stated that the position of the residents of the district demanded not in a threatening manner that the promises made by previous councils should be given effect. The resolutions were read and the matter was discussed at length. The Mayor promised that the requests would receive careful consideration from the council and that a report would be brought down as early as possible. The deputation then withdrew. Matters of interest to Island Bay residents were brought under the notice of the City Council last evening by a large deputation of members of the Island Bay Ratepayers' Association. The deputation was introduced by Councillor M. F. Luckie, and the speakers were Messrs. A. S. Collins and G. S. Price. Mr. Collins presented the resolutions passed at a public meeting at Island Bay, and stated that the position of the residents of the district demanded not in a threatening manner that the promises made by previous councils should be given effect. The resolutions were read and the matter was discussed at length. The Mayor promised that the requests would receive careful consideration from the council and that a report would be brought down as early as possible. The deputation then withdrew. bbox=[16, 113, 143, 1003]
headline: CURE OF DISEASE bbox=[583, 1253, 664, 1264]
subheading: WORTHINGTON FOUND GUILTY OF CORRUPTION. bbox=[562, 956, 685, 973]
table-row: 1916 24,788,150 bbox=[832, 1046, 959, 1053]
subheading: DEVISING SCHEME OF EMPIRE DEFENCE bbox=[433, 109, 542, 126]
article-ligouri-case: THE LIGOURI CASE VERDICT NOT TO BE APPEALED AGAINST. Matters of interest to Island Bay residents were brought under the notice of the City Council last evening by a large deputation of members of the Island Bay Ratepayers' Association. The deputation was introduced by Councillor M. F. Luckie, and the speakers were Messrs. A. S. Collins and G. S. Price. Mr. Collins presented the resolutions passed at a public meeting at Island Bay, and stated that the position of the residents of the district demanded not in a threatening manner that the promises made by previous councils should be given effect. The resolutions were read and the matter was discussed at length. The Mayor promised that the requests would receive careful consideration from the council and that a report would be brought down as early as possible. The deputation then withdrew. bbox=[832, 710, 959, 852]
article-cure-disease: CURE OF DISEASE EFFICACY OF MENTAL SUGGESTION. Matters of interest to Island Bay residents were brought under the notice of the City Council last evening by a large deputation of members of the Island Bay Ratepayers' Association. The deputation was introduced by Councillor M. F. Luckie, and the speakers were Messrs. A. S. Collins and G. S. Price. Mr. Collins presented the resolutions passed at a public meeting at Island Bay, and stated that the position of the residents of the district demanded not in a threatening manner that the promises made by previous councils should be given effect. The resolutions were read and the matter was discussed at length. The Mayor promised that the requests would receive careful consideration from the council and that a report would be brought down as early as possible. The deputation then withdrew. bbox=[560, 1253, 687, 1395]
article-melbourne-sensation: MELBOURNE SENSATION WORTHINGTON FOUND GUILTY OF CORRUPTION. Matters of interest to Island Bay residents were brought under the notice of the City Council last evening by a large deputation of members of the Island Bay Ratepayers' Association. The deputation was introduced by Councillor M. F. Luckie, and the speakers were Messrs. A. S. Collins and G. S. Price. Mr. Collins presented the resolutions passed at a public meeting at Island Bay, and stated that the position of the residents of the district demanded not in a threatening manner that the promises made by previous councils should be given effect. The resolutions were read and the matter was discussed at length. The Mayor promised that the requests would receive careful consideration from the council and that a report would be brought down as early as possible. The deputation then withdrew. bbox=[560, 943, 687, 1085]
subheading: TURKISH POSITIONS OVERWHELMED bbox=[587, 78, 660, 96]
subheading: WORK OF CONCILIATION NOT WASTED bbox=[434, 692, 541, 710]
subheading: COMMISSION OF INQUIRY TO VISIT FIJI. bbox=[561, 1111, 686, 1128]
article-upper-silesia: UPPER SILESIA QUESTION OF REINFORCEMENTS BRITISH REPLY TO FRENCH NOTE Matters of interest to Island Bay residents were brought under the notice of the City Council last evening by a large deputation of members of the Island Bay Ratepayers' Association. The deputation was introduced by Councillor M. F. Luckie, and the speakers were Messrs. A. S. Collins and G. S. Price. Mr. Collins presented the resolutions passed at a public meeting at Island Bay, and stated that the position of the residents of the district demanded not in a threatening manner that the promises made by previous councils should be given effect. The resolutions were read and the matter was discussed at length. The Mayor promised that the requests would receive careful consideration from the council and that a report would be brought down as early as possible. The deputation then withdrew. bbox=[560, 393, 687, 568]
subheading: QUESTIONS OF SHANTUNG AND YAP bbox=[696, 135, 823, 144]
subheading: EFFICACY OF MENTAL SUGGESTION. bbox=[583, 1266, 664, 1283]
table-row: McDonald, l.b.w., b. Wilson 15 bbox=[968, 536, 1096, 543]
article-bisley: SHOOTING AT BISLEY ENGLAND BEATS CANADA IN KOLAPORE CUP. Matters of interest to Island Bay residents were brought under the notice of the City Council last evening by a large deputation of members of the Island Bay Ratepayers' Association. The deputation was introduced by Councillor M. F. Luckie, and the speakers were Messrs. A. S. Collins and G. S. Price. Mr. Collins presented the resolutions passed at a public meeting at Island Bay, and stated that the position of the residents of the district demanded not in a threatening manner that the promises made by previous councils should be given effect. The resolutions were read and the matter was discussed at length. The Mayor promised that the requests would receive careful consideration from the council and that a report would be brought down as early as possible. The deputation then withdrew. bbox=[424, 1248, 551, 1390]
